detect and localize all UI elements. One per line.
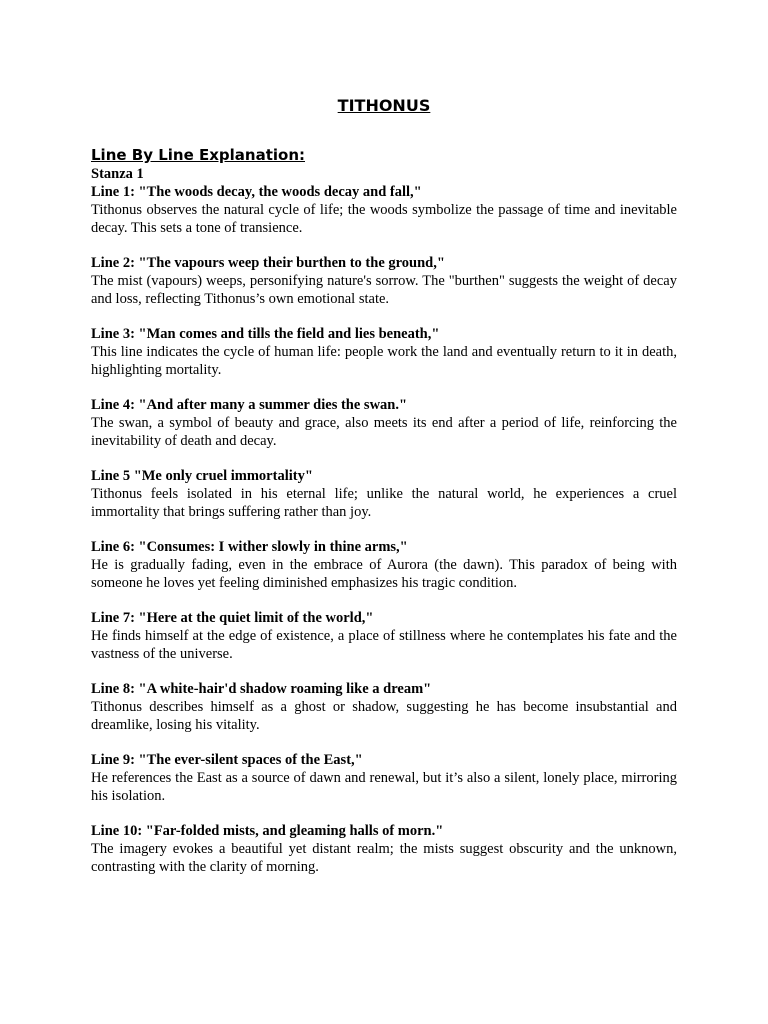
line-entry-8 <box>91 680 677 734</box>
line-heading: Line 2: "The vapours weep their burthen to the ground," <box>91 255 445 271</box>
line-explanation: He finds himself at the edge of existence, a place of stillness where he contemplates his fate and the vastness of the universe. <box>91 628 677 662</box>
line-entry-7 <box>91 609 677 663</box>
line-heading: Line 1: "The woods decay, the woods decay and fall," <box>91 184 422 200</box>
line-explanation: The swan, a symbol of beauty and grace, also meets its end after a period of life, reinforcing the inevitability of death and decay. <box>91 415 677 449</box>
line-explanation: Tithonus observes the natural cycle of life; the woods symbolize the passage of time and inevitable decay. This sets a tone of transience. <box>91 202 677 236</box>
line-entry-6 <box>91 538 677 592</box>
line-explanation: The imagery evokes a beautiful yet distant realm; the mists suggest obscurity and the unknown, contrasting with the clarity of morning. <box>91 841 677 875</box>
line-entry-5 <box>91 467 677 521</box>
line-entry-10 <box>91 822 677 876</box>
line-explanation: Tithonus describes himself as a ghost or shadow, suggesting he has become insubstantial and dreamlike, losing his vitality. <box>91 699 677 733</box>
line-heading: Line 7: "Here at the quiet limit of the world," <box>91 610 374 626</box>
line-explanation: Tithonus feels isolated in his eternal life; unlike the natural world, he experiences a cruel immortality that brings suffering rather than joy. <box>91 486 677 520</box>
line-heading: Line 6: "Consumes: I wither slowly in thine arms," <box>91 539 408 555</box>
line-entry-2 <box>91 254 677 308</box>
line-explanation: He is gradually fading, even in the embrace of Aurora (the dawn). This paradox of being with someone he loves yet feeling diminished emphasizes his tragic condition. <box>91 557 677 591</box>
stanza-label: Stanza 1 <box>91 166 144 182</box>
line-heading: Line 9: "The ever-silent spaces of the East," <box>91 752 363 768</box>
line-heading: Line 4: "And after many a summer dies the swan." <box>91 397 408 413</box>
page-title: TITHONUS <box>337 96 431 115</box>
line-entry-3 <box>91 325 677 379</box>
line-explanation: This line indicates the cycle of human life: people work the land and eventually return to it in death, highlighting mortality. <box>91 344 677 378</box>
line-explanation: The mist (vapours) weeps, personifying nature's sorrow. The "burthen" suggests the weight of decay and loss, reflecting Tithonus’s own emotional state. <box>91 273 677 307</box>
line-explanation: He references the East as a source of dawn and renewal, but it’s also a silent, lonely place, mirroring his isolation. <box>91 770 677 804</box>
line-heading: Line 8: "A white-hair'd shadow roaming like a dream" <box>91 681 432 697</box>
line-entry-9 <box>91 751 677 805</box>
line-entry-4 <box>91 396 677 450</box>
line-heading: Line 5 "Me only cruel immortality" <box>91 468 313 484</box>
line-entry-1 <box>91 183 677 237</box>
document-body <box>91 145 677 893</box>
section-heading: Line By Line Explanation: <box>91 146 305 164</box>
line-heading: Line 3: "Man comes and tills the field and lies beneath," <box>91 326 440 342</box>
line-heading: Line 10: "Far-folded mists, and gleaming halls of morn." <box>91 823 444 839</box>
